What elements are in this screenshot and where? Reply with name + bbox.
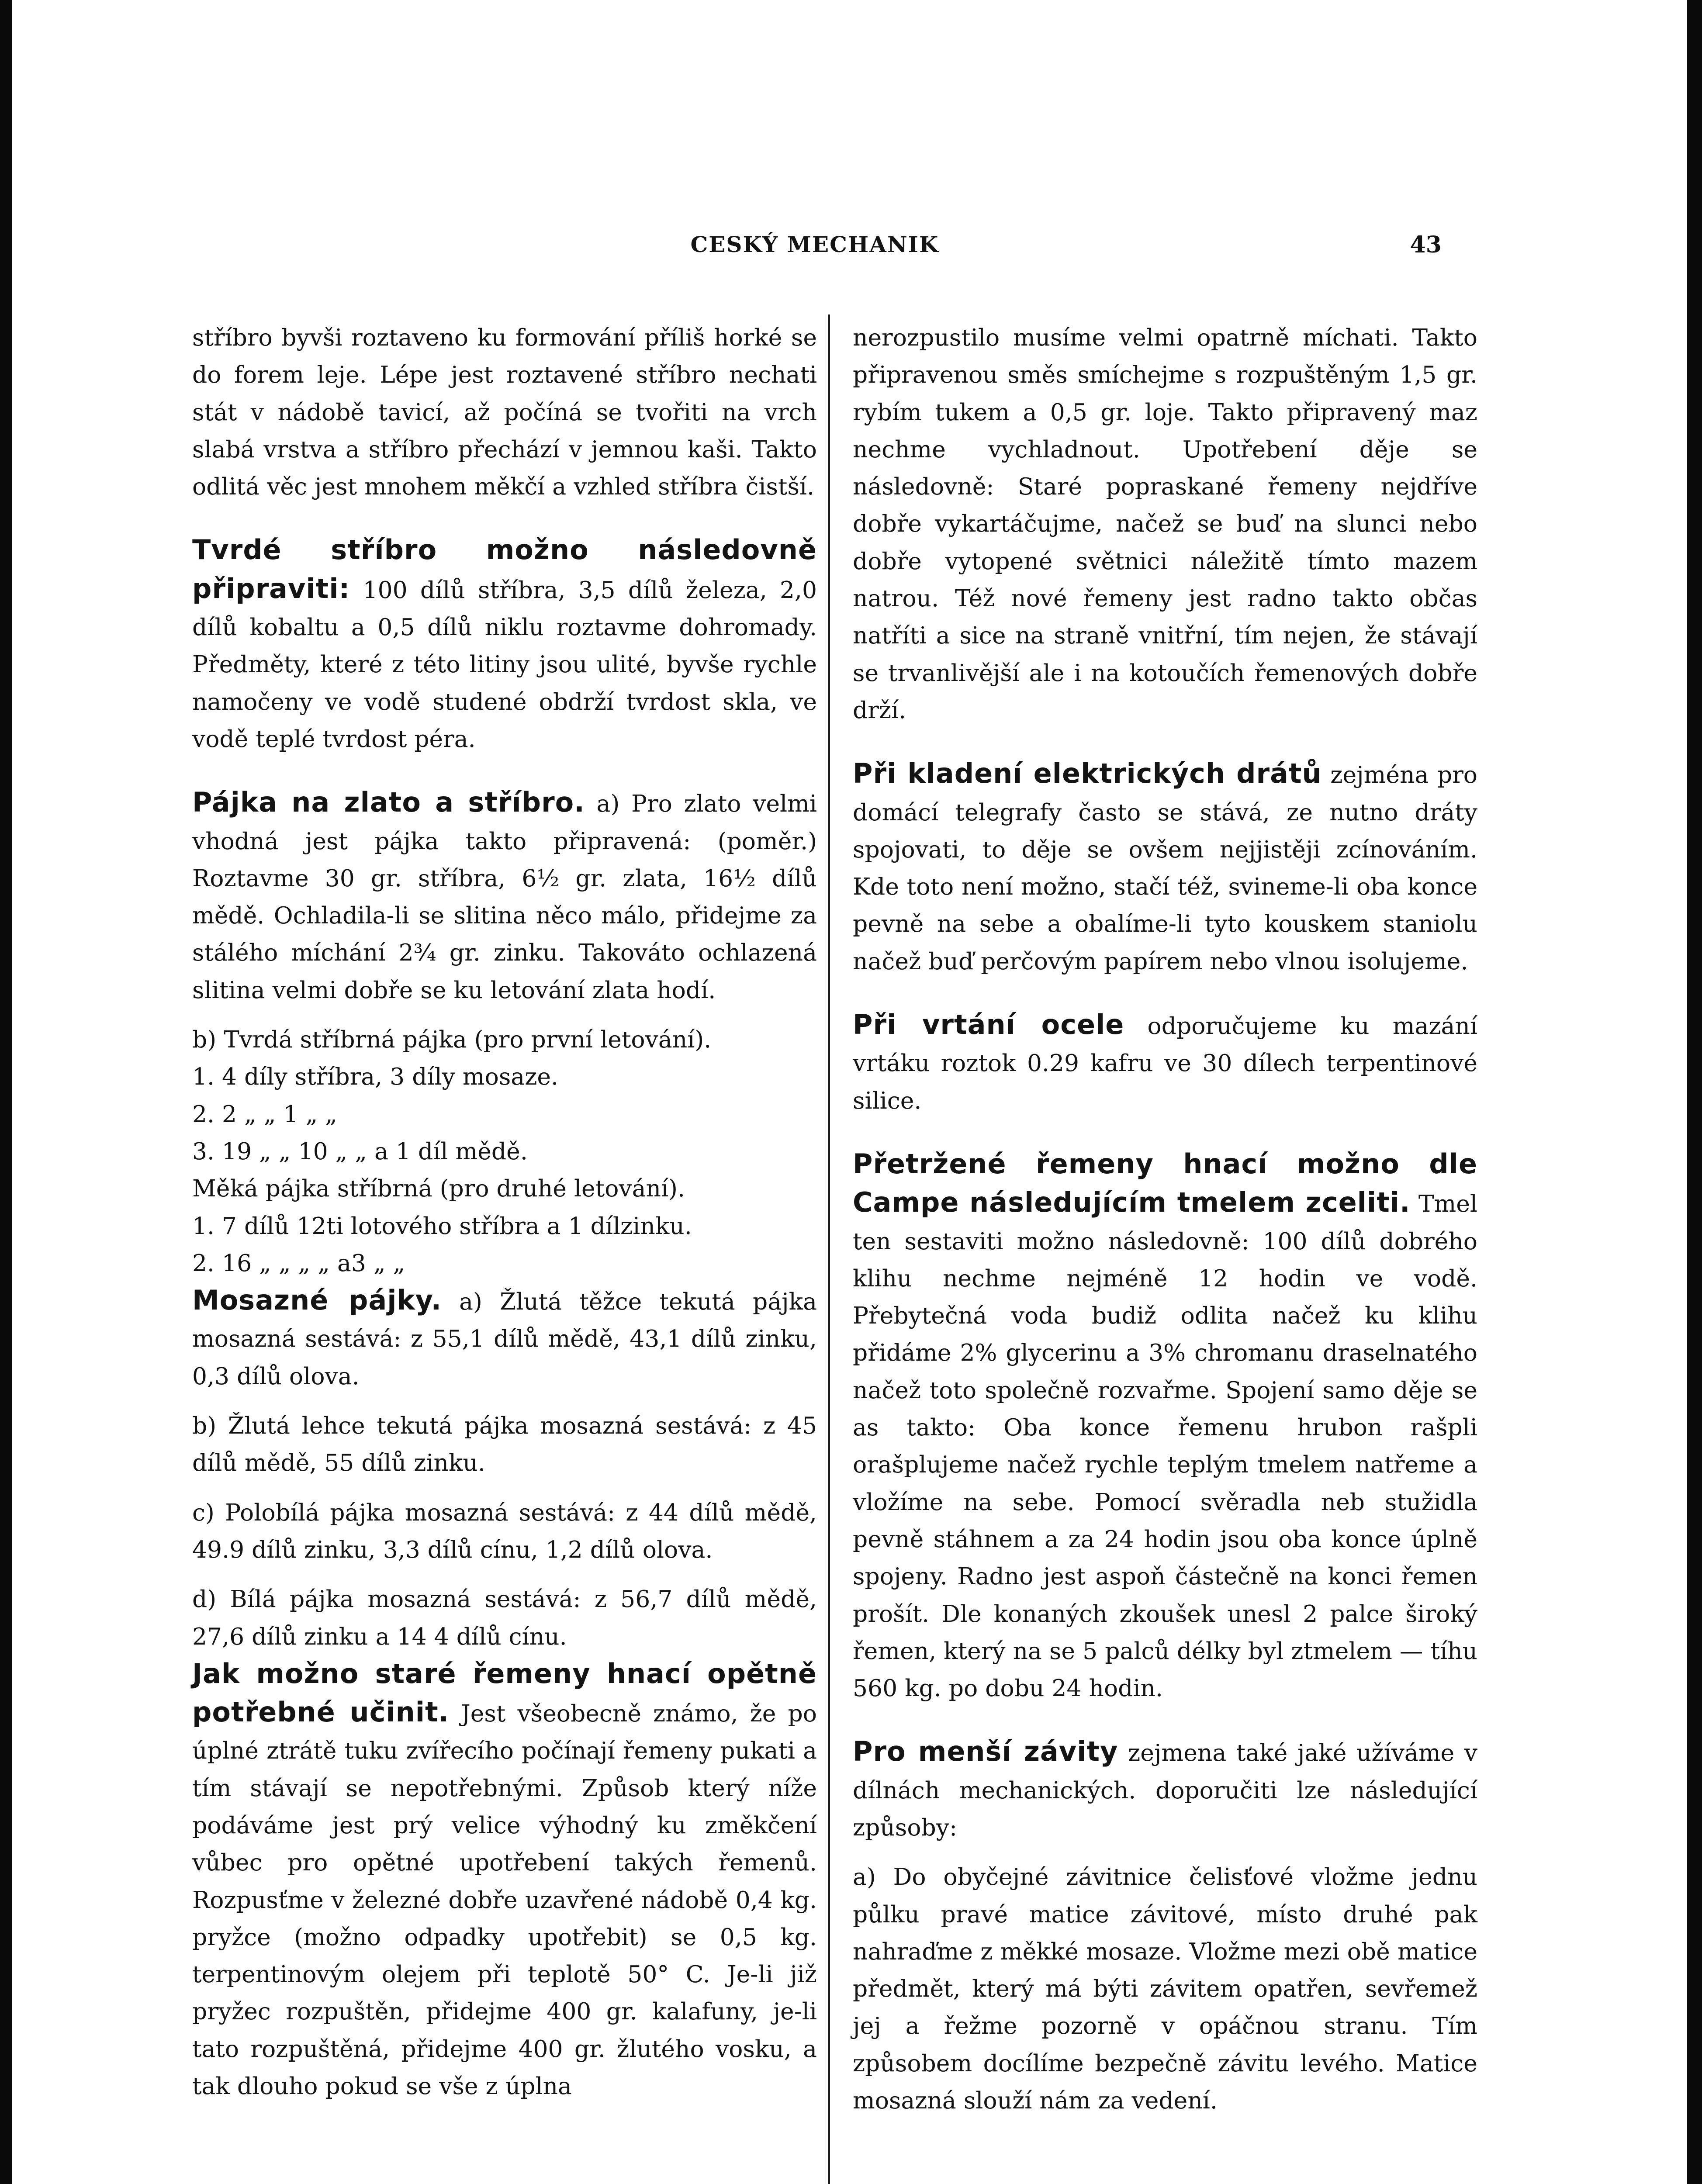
list-item: 2. 2 „ „ 1 „ „ xyxy=(192,1100,338,1128)
paragraph-old-belts xyxy=(192,1655,817,2105)
paragraph: d) Bílá pájka mosazná sestává: z 56,7 dílů mědě, 27,6 dílů zinku a 14 4 dílů cínu. xyxy=(192,1585,817,1650)
page-number: 43 xyxy=(1410,232,1442,258)
section-heading: Při vrtání ocele xyxy=(853,1009,1124,1041)
section-heading: Při kladení elektrických drátů xyxy=(853,757,1322,790)
list-item: 3. 19 „ „ 10 „ „ a 1 díl mědě. xyxy=(192,1137,528,1165)
paragraph: c) Polobílá pájka mosazná sestává: z 44 dílů mědě, 49.9 dílů zinku, 3,3 dílů cínu, 1,2 dílů olova. xyxy=(192,1498,817,1563)
list-item: 1. 4 díly stříbra, 3 díly mosaze. xyxy=(192,1063,559,1091)
section-heading: Pájka na zlato a stříbro. xyxy=(192,786,585,819)
paragraph-text: a) Žlutá těžce tekutá pájka mosazná sestává: z 55,1 dílů mědě, 43,1 dílů zinku, 0,3 dílů olova. xyxy=(192,1288,817,1390)
list-caption: Měká pájka stříbrná (pro druhé letování). xyxy=(192,1175,685,1203)
list-item: 2. 16 „ „ „ „ a3 „ „ xyxy=(192,1249,405,1277)
paragraph: nerozpustilo musíme velmi opatrně míchati. Takto připravenou směs smíchejme s rozpuštěným 1,5 gr. rybím tukem a 0,5 gr. loje. Takto připravený maz nechme vychladnout. Upotřebení děje se následovně: Staré popraskané řemeny nejdříve dobře vykartáčujme, načež se buď na slunci nebo dobře vytopené světnici náležitě tímto mazem natrou. Též nové řemeny jest radno takto občas natříti a sice na straně vnitřní, tím nejen, že stávají se trvanlivější ale i na kotoučích řemenových dobře drží. xyxy=(853,324,1477,724)
section-heading: Přetržené řemeny hnací možno dle Campe následujícím tmelem zceliti. xyxy=(853,1147,1477,1219)
journal-title: CESKÝ MECHANIK xyxy=(690,232,939,257)
scan-border-right xyxy=(1687,0,1702,2184)
paragraph-text: 100 dílů stříbra, 3,5 dílů železa, 2,0 dílů kobaltu a 0,5 dílů niklu roztavme dohromady. Předměty, které z této litiny jsou ulité, byvše rychle namočeny ve vodě studené obdrží tvrdost skla, ve vodě teplé tvrdost péra. xyxy=(192,576,817,753)
paragraph-broken-belts xyxy=(853,1145,1477,1707)
paragraph-text: Jest všeobecně známo, že po úplné ztrátě tuku zvířecího počínají řemeny pukati a tím stávají se nepotřebnými. Způsob který níže podáváme jest prý velice výhodný ku změkčení vůbec pro opětné upotřebení takých řemenů. Rozpusťme v železné dobře uzavřené nádobě 0,4 kg. pryžce (možno odpadky upotřebit) se 0,5 kg. terpentinovým olejem při teplotě 50° C. Je-li již pryžec rozpuštěn, přidejme 400 gr. kalafuny, je-li tato rozpuštěná, přidejme 400 gr. žlutého vosku, a tak dlouho pokud se vše z úplna xyxy=(192,1700,817,2100)
paragraph: stříbro byvši roztaveno ku formování příliš horké se do forem leje. Lépe jest roztavené stříbro nechati stát v nádobě tavicí, až počíná se tvořiti na vrch slabá vrstva a stříbro přechází v jemnou kaši. Takto odlitá věc jest mnohem měkčí a vzhled stříbra čistší. xyxy=(192,324,817,501)
section-heading: Tvrdé stříbro možno následovně připraviti: xyxy=(192,534,817,605)
paragraph-text: odporučujeme ku mazání vrtáku roztok 0.29 kafru ve 30 dílech terpentinové silice. xyxy=(853,1012,1477,1114)
running-header xyxy=(188,227,1442,271)
paragraph-text: a) Pro zlato velmi vhodná jest pájka takto připravená: (poměr.) Roztavme 30 gr. stříbra, 6½ gr. zlata, 16½ dílů mědě. Ochladila-li se slitina něco málo, přidejme za stálého míchání 2¾ gr. zinku. Takováto ochlazená slitina velmi dobře se ku letování zlata hodí. xyxy=(192,790,817,1004)
left-column xyxy=(192,319,817,2105)
paragraph: a) Do obyčejné závitnice čelisťové vložme jednu půlku pravé matice závitové, místo druhé pak nahraďme z měkké mosaze. Vložme mezi obě matice předmět, který má býti závitem opatřen, sevřemež jej a řežme pozorně v opáčnou stranu. Tím způsobem docílíme bezpečně závitu levého. Matice mosazná slouží nám za vedení. xyxy=(853,1863,1477,2115)
scan-border-left xyxy=(0,0,12,2184)
paragraph-small-threads xyxy=(853,1733,1477,1846)
section-heading: Mosazné pájky. xyxy=(192,1284,442,1317)
paragraph-solder-gold-silver xyxy=(192,784,817,1009)
paragraph-hard-silver xyxy=(192,531,817,757)
solder-recipe-list xyxy=(192,1021,817,1282)
right-column xyxy=(853,319,1477,2119)
list-caption: b) Tvrdá stříbrná pájka (pro první letování). xyxy=(192,1026,712,1054)
paragraph-text: zejména pro domácí telegrafy často se stává, ze nutno dráty spojovati, to děje se ovšem nejjistěji zcínováním. Kde toto není možno, stačí též, svineme-li oba konce pevně na sebe a obalíme-li tyto kouskem staniolu načež buď perčovým papírem nebo vlnou isolujeme. xyxy=(853,761,1478,975)
paragraph-text: Tmel ten sestaviti možno následovně: 100 dílů dobrého klihu nechme nejméně 12 hodin ve vodě. Přebytečná voda budiž odlita načež ku klihu přidáme 2% glycerinu a 3% chromanu draselnatého načež toto společně rozvařme. Spojení samo děje se as takto: Oba konce řemenu hrubon rašpli orašplujeme načež rychle teplým tmelem natřeme a vložíme na sebe. Pomocí svěradla neb stužidla pevně stáhnem a za 24 hodin jsou oba konce úplně spojeny. Radno jest aspoň částečně na konci řemen prošít. Dle konaných zkoušek unesl 2 palce široký řemen, který na se 5 palců délky byl ztmelem — tíhu 560 kg. po dobu 24 hodin. xyxy=(853,1190,1477,1702)
paragraph: b) Žlutá lehce tekutá pájka mosazná sestává: z 45 dílů mědě, 55 dílů zinku. xyxy=(192,1412,817,1477)
list-item: 1. 7 dílů 12ti lotového stříbra a 1 dílzinku. xyxy=(192,1212,692,1240)
paragraph-brass-solder xyxy=(192,1282,817,1395)
paragraph-text: zejmena také jaké užíváme v dílnách mechanických. doporučiti lze následující způsoby: xyxy=(853,1739,1477,1841)
paragraph-electric-wires xyxy=(853,755,1477,980)
column-divider xyxy=(828,314,830,2184)
section-heading: Pro menší závity xyxy=(853,1735,1118,1768)
section-heading: Jak možno staré řemeny hnací opětně potřebné učinit. xyxy=(192,1657,817,1728)
paragraph-drilling-steel xyxy=(853,1006,1477,1119)
